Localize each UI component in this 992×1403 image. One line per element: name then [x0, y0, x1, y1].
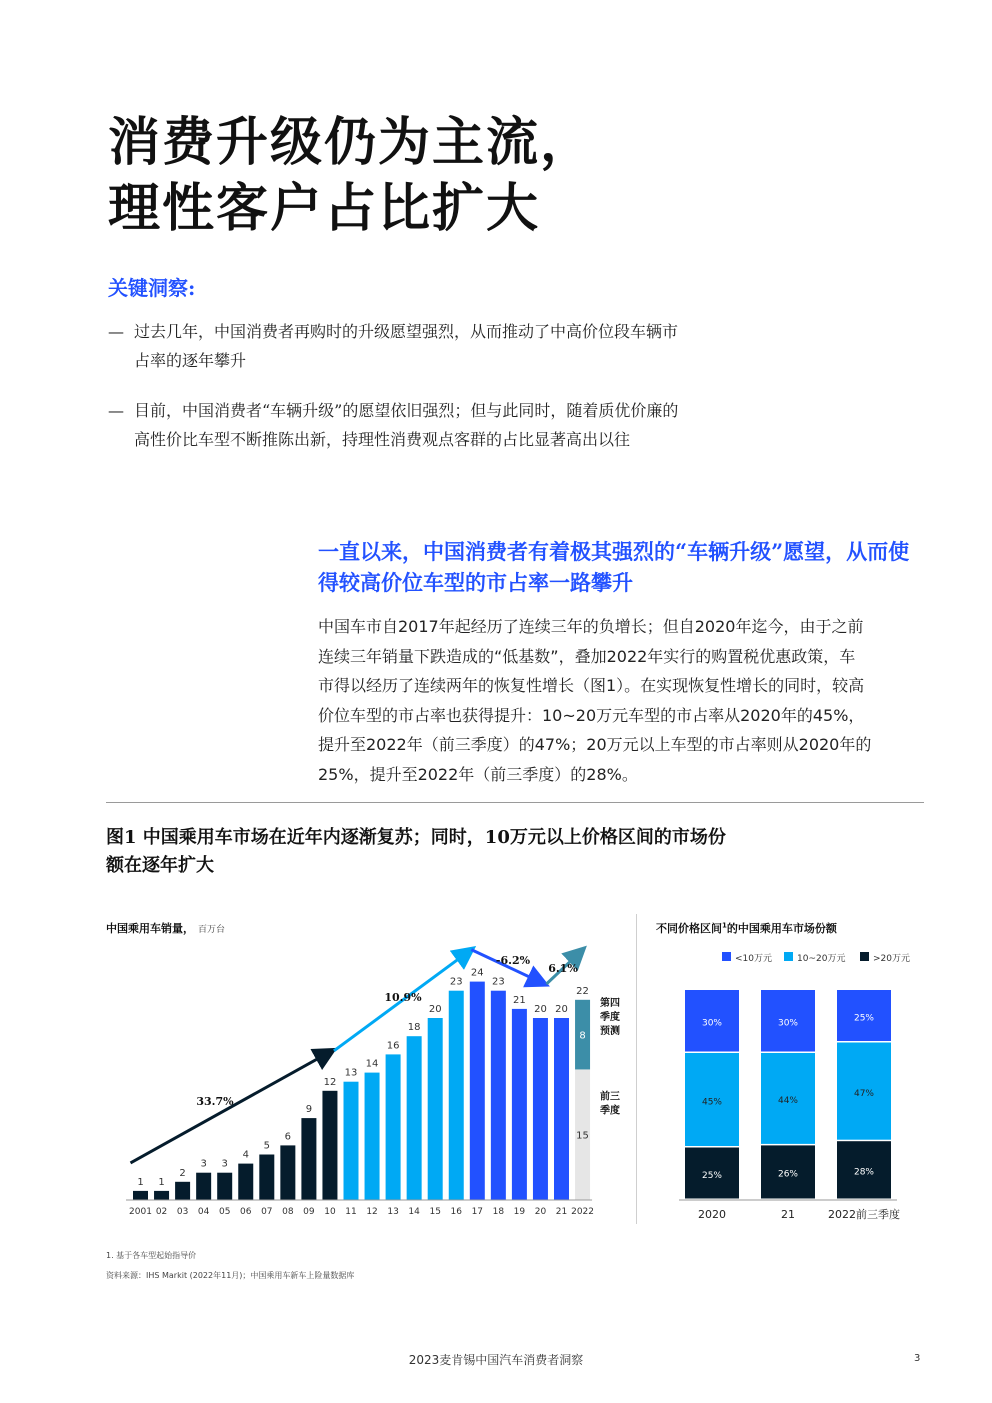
figure-title: [106, 824, 866, 880]
bar-value-label: 16: [386, 1040, 400, 1052]
pull-quote-line: 一直以来，中国消费者有着极其强烈的“车辆升级”愿望，从而使: [318, 539, 910, 564]
segment-label: 25%: [701, 1170, 723, 1181]
dash-marker: —: [108, 401, 124, 420]
x-tick-label: 06: [240, 1207, 252, 1217]
x-tick-label: 21: [781, 1208, 795, 1221]
q4-legend-label: 预测: [600, 1025, 621, 1037]
bar: [301, 1118, 316, 1200]
x-tick-label: 11: [345, 1207, 357, 1217]
bar-2022-total-label: 22: [576, 985, 589, 997]
segment-label: 47%: [853, 1088, 875, 1099]
insight-item: [108, 396, 748, 454]
growth-label: 33.7%: [196, 1095, 234, 1108]
bar: [238, 1164, 253, 1200]
bar-value-label: 9: [305, 1104, 313, 1116]
bar-value-label: 23: [491, 976, 505, 988]
x-tick-label: 05: [218, 1207, 231, 1217]
bar: [322, 1091, 337, 1200]
bar-value-label: 20: [555, 1004, 568, 1015]
x-tick-label: 2020: [698, 1208, 726, 1221]
x-tick-label: 18: [492, 1207, 505, 1217]
segment-label: 30%: [777, 1018, 799, 1029]
bar-2022-q123-label: 15: [576, 1130, 589, 1142]
x-tick-label: 14: [408, 1207, 420, 1217]
segment-label: 45%: [701, 1097, 723, 1108]
body-line: 价位车型的市占率也获得提升：10~20万元车型的市占率从2020年的45%，: [318, 705, 865, 725]
bar: [428, 1018, 443, 1200]
chart2-title-text: 不同价格区间: [656, 922, 722, 935]
figure-title-line: 额在逐年扩大: [106, 855, 214, 876]
bar: [386, 1054, 401, 1200]
page-title-line2: 理性客户占比扩大: [108, 178, 541, 239]
bar: [491, 991, 506, 1200]
share-stacked-chart: [660, 930, 920, 1230]
bar: [365, 1073, 380, 1200]
bar: [533, 1018, 548, 1200]
x-tick-label: 17: [471, 1207, 484, 1217]
bar-value-label: 1: [137, 1176, 144, 1188]
sales-bar-chart: [120, 930, 632, 1220]
source-note: 资料来源：IHS Markit (2022年11月)；中国乘用车新车上险量数据库: [106, 1271, 355, 1280]
figure-title-line: 图1 中国乘用车市场在近年内逐渐复苏；同时，10万元以上价格区间的市场份: [106, 827, 726, 848]
bar-value-label: 2: [179, 1167, 186, 1179]
bar: [470, 982, 485, 1200]
chart2-title-sup: 1: [722, 921, 727, 930]
bar: [344, 1082, 359, 1200]
segment-label: 44%: [777, 1096, 799, 1107]
chart1-title-text: 中国乘用车销量，: [106, 922, 194, 935]
footnote: 1. 基于各车型起始指导价: [106, 1251, 197, 1260]
growth-label: 6.1%: [548, 962, 578, 975]
legend-label: >20万元: [873, 954, 910, 964]
x-tick-label: 12: [366, 1207, 378, 1217]
x-tick-label: 13: [387, 1207, 399, 1217]
x-tick-label: 16: [450, 1207, 462, 1217]
bar: [196, 1173, 211, 1200]
chart-divider: [636, 914, 637, 1224]
q123-legend-label: 季度: [600, 1105, 621, 1117]
bar: [259, 1155, 274, 1201]
x-tick-label: 2022前三季度: [828, 1208, 900, 1221]
legend-swatch: [722, 952, 731, 961]
segment-label: 26%: [777, 1169, 799, 1180]
segment-label: 30%: [701, 1018, 723, 1029]
page-number: 3: [914, 1353, 921, 1364]
bar: [407, 1036, 422, 1200]
bar-value-label: 5: [263, 1140, 270, 1152]
bar-2022-q4-label: 8: [579, 1030, 586, 1042]
insight-line: 目前，中国消费者“车辆升级”的愿望依旧强烈；但与此同时，随着质优价廉的: [134, 401, 679, 420]
bar-value-label: 20: [534, 1004, 547, 1015]
insight-item: [108, 317, 748, 375]
bar: [449, 991, 464, 1200]
bar-value-label: 13: [344, 1067, 358, 1079]
body-line: 连续三年销量下跌造成的“低基数”，叠加2022年实行的购置税优惠政策，车: [318, 646, 856, 666]
q123-legend-label: 前三: [600, 1091, 621, 1103]
bar-value-label: 4: [242, 1149, 249, 1161]
x-tick-label: 02: [155, 1207, 168, 1217]
chart2-title-suffix: 的中国乘用车市场份额: [726, 922, 837, 935]
body-line: 中国车市自2017年起经历了连续三年的负增长；但自2020年迄今，由于之前: [318, 617, 864, 636]
x-tick-label: 21: [555, 1207, 568, 1217]
footer-title: 2023麦肯锡中国汽车消费者洞察: [408, 1353, 584, 1367]
legend-label: <10万元: [735, 954, 772, 964]
insight-line: 过去几年，中国消费者再购时的升级愿望强烈，从而推动了中高价位段车辆市: [134, 322, 679, 341]
bar-value-label: 14: [365, 1058, 379, 1070]
x-tick-label: 19: [513, 1207, 526, 1217]
x-tick-label: 2022: [571, 1207, 595, 1217]
body-line: 市得以经历了连续两年的恢复性增长（图1）。在实现恢复性增长的同时，较高: [318, 676, 865, 696]
bar-value-label: 12: [323, 1076, 337, 1088]
bar: [133, 1191, 148, 1200]
chart1-unit: 百万台: [198, 925, 226, 935]
bar-value-label: 3: [221, 1158, 228, 1170]
q4-legend-label: 季度: [600, 1011, 621, 1023]
section-divider: [106, 802, 924, 803]
insight-line: 占率的逐年攀升: [134, 351, 247, 370]
x-tick-label: 2001: [129, 1207, 152, 1217]
segment-label: 28%: [853, 1167, 875, 1178]
x-tick-label: 09: [303, 1207, 315, 1217]
bar-value-label: 1: [158, 1176, 165, 1188]
body-paragraph: [318, 612, 930, 790]
x-tick-label: 03: [176, 1207, 189, 1217]
bar: [154, 1191, 169, 1200]
legend-label: 10~20万元: [797, 954, 846, 964]
x-tick-label: 15: [429, 1207, 441, 1217]
page-title: [108, 110, 594, 242]
bar: [512, 1009, 527, 1200]
bar-value-label: 23: [449, 976, 463, 988]
bar: [554, 1018, 569, 1200]
legend-swatch: [860, 952, 869, 961]
bar-value-label: 6: [284, 1131, 292, 1143]
page-title-line1: 消费升级仍为主流，: [108, 112, 595, 173]
bar: [217, 1173, 232, 1200]
body-line: 25%，提升至2022年（前三季度）的28%。: [318, 764, 638, 784]
growth-label: -6.2%: [495, 954, 531, 967]
growth-label: 10.9%: [384, 991, 422, 1004]
bar-value-label: 21: [513, 994, 526, 1006]
legend-swatch: [784, 952, 793, 961]
x-tick-label: 20: [534, 1207, 547, 1217]
bar-value-label: 3: [200, 1158, 207, 1170]
bar-value-label: 20: [428, 1004, 442, 1015]
x-tick-label: 08: [282, 1207, 294, 1217]
x-tick-label: 04: [197, 1207, 210, 1217]
insight-line: 高性价比车型不断推陈出新，持理性消费观点客群的占比显著高出以往: [134, 430, 631, 449]
bar-value-label: 24: [470, 967, 484, 979]
pull-quote: [318, 536, 928, 598]
dash-marker: —: [108, 322, 124, 341]
x-tick-label: 07: [261, 1207, 273, 1217]
segment-label: 25%: [853, 1013, 875, 1024]
bar: [280, 1145, 295, 1200]
key-insights-heading: 关键洞察:: [108, 276, 196, 300]
pull-quote-line: 得较高价位车型的市占率一路攀升: [318, 570, 633, 595]
bar-value-label: 18: [407, 1022, 421, 1034]
q4-legend-label: 第四: [600, 997, 621, 1009]
x-tick-label: 10: [324, 1207, 336, 1217]
bar: [175, 1182, 190, 1200]
body-line: 提升至2022年（前三季度）的47%；20万元以上车型的市占率则从2020年的: [318, 735, 872, 755]
